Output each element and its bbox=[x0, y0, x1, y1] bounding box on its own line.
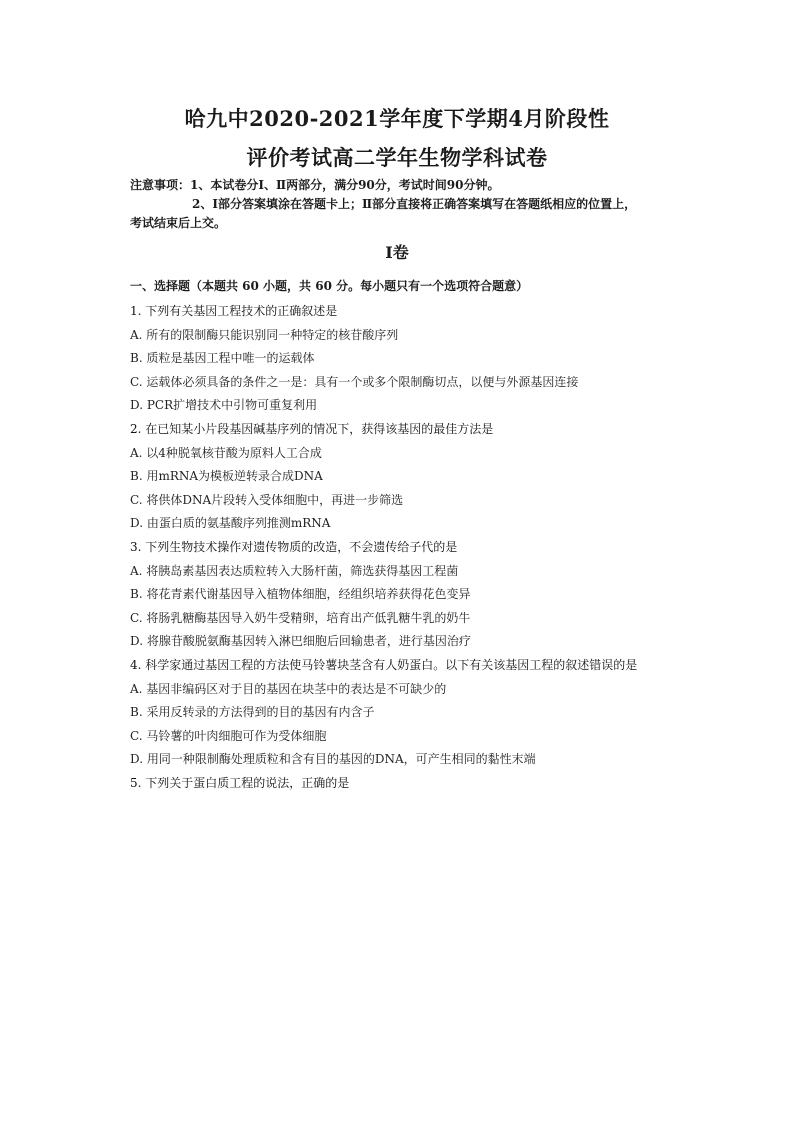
exam-title-line-1: 哈九中2020-2021学年度下学期4月阶段性 bbox=[184, 106, 610, 131]
question-3-option-b: B. 将花青素代谢基因导入植物体细胞，经组织培养获得花色变异 bbox=[130, 587, 471, 602]
question-3-option-d: D. 将腺苷酸脱氨酶基因转入淋巴细胞后回输患者，进行基因治疗 bbox=[130, 634, 471, 649]
question-4-option-a: A. 基因非编码区对于目的基因在块茎中的表达是不可缺少的 bbox=[130, 681, 447, 696]
question-1-option-b: B. 质粒是基因工程中唯一的运载体 bbox=[130, 351, 315, 366]
question-2-option-b: B. 用mRNA为模板逆转录合成DNA bbox=[130, 469, 323, 484]
exam-title-line-2: 评价考试高二学年生物学科试卷 bbox=[246, 145, 548, 170]
question-4-option-c: C. 马铃薯的叶肉细胞可作为受体细胞 bbox=[130, 728, 327, 743]
question-1-option-d: D. PCR扩增技术中引物可重复利用 bbox=[130, 398, 318, 413]
question-4-option-d: D. 用同一种限制酶处理质粒和含有目的基因的DNA，可产生相同的黏性末端 bbox=[130, 752, 536, 767]
part-label: Ⅰ卷 bbox=[385, 243, 409, 262]
notes-line-3: 考试结束后上交。 bbox=[130, 216, 227, 230]
section-heading: 一、选择题（本题共 60 小题，共 60 分。每小题只有一个选项符合题意） bbox=[130, 279, 529, 293]
question-4-stem: 4. 科学家通过基因工程的方法使马铃薯块茎含有人奶蛋白。以下有关该基因工程的叙述错误的是 bbox=[130, 657, 638, 672]
question-3-option-c: C. 将肠乳糖酶基因导入奶牛受精卵，培育出产低乳糖牛乳的奶牛 bbox=[130, 610, 471, 625]
question-2-option-c: C. 将供体DNA片段转入受体细胞中，再进一步筛选 bbox=[130, 492, 404, 507]
notes-line-2: 2、Ⅰ部分答案填涂在答题卡上；Ⅱ部分直接将正确答案填写在答题纸相应的位置上， bbox=[192, 197, 637, 211]
question-1-stem: 1. 下列有关基因工程技术的正确叙述是 bbox=[130, 304, 338, 318]
question-3-stem: 3. 下列生物技术操作对遗传物质的改造，不会遗传给子代的是 bbox=[130, 539, 458, 554]
question-4-option-b: B. 采用反转录的方法得到的目的基因有内含子 bbox=[130, 705, 375, 720]
question-1-option-a: A. 所有的限制酶只能识别同一种特定的核苷酸序列 bbox=[130, 327, 399, 342]
question-2-option-d: D. 由蛋白质的氨基酸序列推测mRNA bbox=[130, 516, 331, 531]
question-5-stem: 5. 下列关于蛋白质工程的说法，正确的是 bbox=[130, 775, 350, 790]
question-2-stem: 2. 在已知某小片段基因碱基序列的情况下，获得该基因的最佳方法是 bbox=[130, 421, 494, 436]
question-list bbox=[130, 300, 690, 795]
question-3-option-a: A. 将胰岛素基因表达质粒转入大肠杆菌，筛选获得基因工程菌 bbox=[130, 563, 459, 578]
question-1-option-c: C. 运载体必须具备的条件之一是：具有一个或多个限制酶切点，以便与外源基因连接 bbox=[130, 374, 579, 389]
question-2-option-a: A. 以4种脱氧核苷酸为原料人工合成 bbox=[130, 445, 322, 460]
notes-line-1: 注意事项：1、本试卷分Ⅰ、Ⅱ两部分，满分90分，考试时间90分钟。 bbox=[130, 178, 500, 192]
